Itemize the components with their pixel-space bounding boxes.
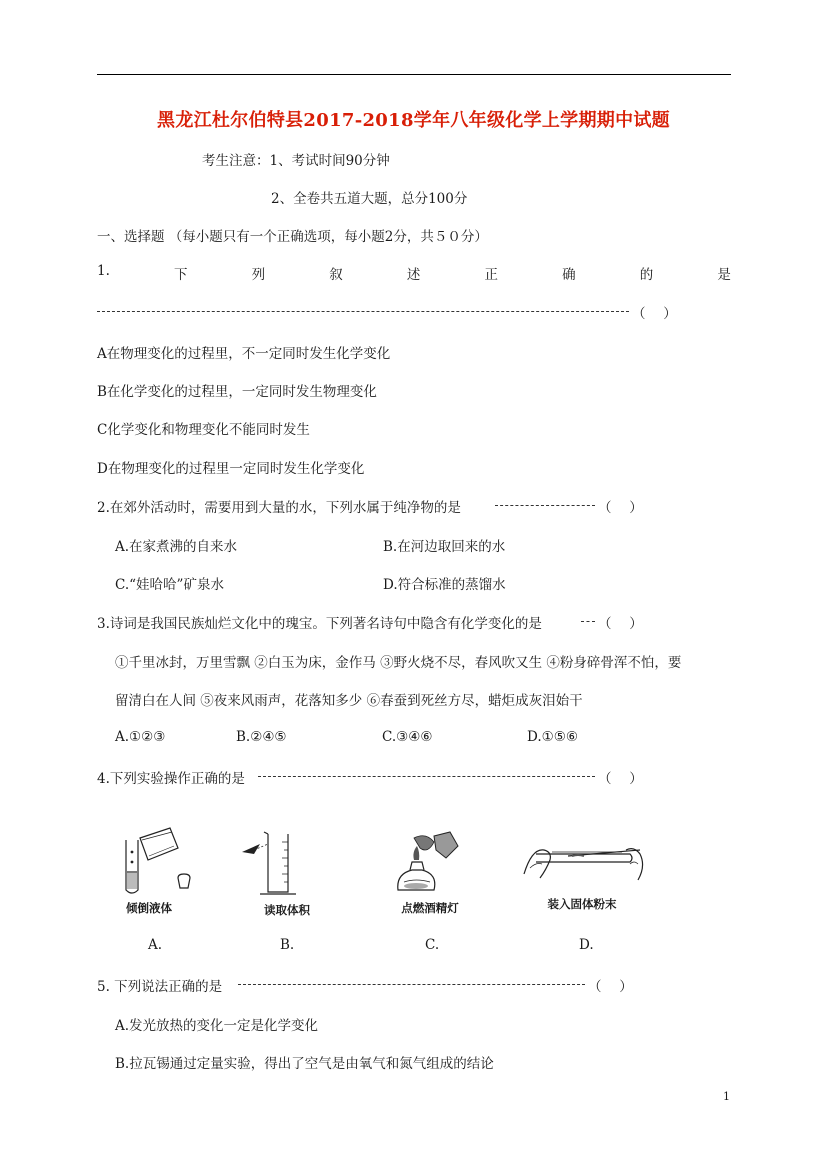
q4-option-d: D. <box>579 937 594 953</box>
q2-option-c: C.“娃哈哈”矿泉水 <box>115 577 224 593</box>
q2-option-d: D.符合标准的蒸馏水 <box>383 577 506 593</box>
figure-caption-b: 读取体积 <box>264 903 310 917</box>
q3-stem: 3.诗词是我国民族灿烂文化中的瑰宝。下列著名诗句中隐含有化学变化的是 <box>97 616 542 632</box>
solid-powder-figure <box>522 834 646 888</box>
q5-option-a: A.发光放热的变化一定是化学变化 <box>115 1018 319 1034</box>
header-rule <box>97 74 731 75</box>
q2-stem: 2.在郊外活动时，需要用到大量的水，下列水属于纯净物的是 <box>97 500 461 516</box>
q1-stem-char: 是 <box>717 267 731 283</box>
q5-answer-dashes <box>238 984 585 985</box>
q3-option-d: D.①⑤⑥ <box>527 729 578 745</box>
figure-caption-c: 点燃酒精灯 <box>401 901 459 915</box>
q5-stem: 5. 下列说法正确的是 <box>97 979 223 995</box>
q1-stem-char: 正 <box>484 267 499 283</box>
q1-stem <box>97 263 731 283</box>
q1-stem-char: 的 <box>639 267 654 283</box>
alcohol-lamp-figure <box>390 828 470 898</box>
figure-caption-a: 倾倒液体 <box>126 901 172 915</box>
section-heading: 一、选择题 （每小题只有一个正确选项，每小题2分，共５０分） <box>97 229 488 245</box>
notice-line-2: 2、全卷共五道大题，总分100分 <box>271 191 468 207</box>
page-number: 1 <box>723 1090 730 1103</box>
q1-option-b: B在化学变化的过程里，一定同时发生物理变化 <box>97 384 377 400</box>
q1-stem-char: 叙 <box>329 267 343 283</box>
q4-option-c: C. <box>425 937 440 953</box>
exam-title: 黑龙江杜尔伯特县2017-2018学年八年级化学上学期期中试题 <box>157 110 670 131</box>
q5-option-b: B.拉瓦锡通过定量实验，得出了空气是由氧气和氮气组成的结论 <box>115 1056 494 1072</box>
q3-option-b: B.②④⑤ <box>236 729 287 745</box>
q3-poem-line-1: ①千里冰封，万里雪飘 ②白玉为床，金作马 ③野火烧不尽，春风吹又生 ④粉身碎骨浑不怕，要 <box>115 655 682 671</box>
q1-option-c: C化学变化和物理变化不能同时发生 <box>97 422 310 438</box>
q3-answer-paren: （ ） <box>598 616 643 632</box>
reading-volume-figure <box>238 830 308 898</box>
q2-answer-dashes <box>495 505 595 506</box>
q4-answer-paren: （ ） <box>598 771 643 787</box>
q4-answer-dashes <box>258 776 595 777</box>
notice-line-1: 考生注意：1、考试时间90分钟 <box>202 153 390 169</box>
q5-answer-paren: （ ） <box>588 979 633 995</box>
q3-answer-dashes <box>581 621 595 622</box>
q2-answer-paren: （ ） <box>598 500 643 516</box>
q1-stem-char: 下 <box>174 267 188 283</box>
q1-stem-char: 确 <box>562 267 576 283</box>
q1-answer-paren: （ ） <box>632 306 677 322</box>
q4-stem: 4.下列实验操作正确的是 <box>97 771 245 787</box>
q1-stem-char: 述 <box>406 267 421 283</box>
q4-option-b: B. <box>280 937 295 953</box>
q4-option-a: A. <box>148 937 163 953</box>
q2-option-b: B.在河边取回来的水 <box>383 539 506 555</box>
q1-option-a: A在物理变化的过程里，不一定同时发生化学变化 <box>97 346 391 362</box>
q3-option-c: C.③④⑥ <box>382 729 433 745</box>
q3-poem-line-2: 留清白在人间 ⑤夜来风雨声，花落知多少 ⑥春蚕到死丝方尽，蜡炬成灰泪始干 <box>115 693 583 709</box>
q1-option-d: D在物理变化的过程里一定同时发生化学变化 <box>97 461 365 477</box>
pouring-liquid-figure <box>118 824 196 898</box>
q1-stem-char: 1. <box>97 263 110 279</box>
q3-option-a: A.①②③ <box>115 729 166 745</box>
q2-option-a: A.在家煮沸的自来水 <box>115 539 238 555</box>
q1-answer-dashes <box>97 311 629 312</box>
q1-stem-char: 列 <box>251 267 266 283</box>
figure-caption-d: 装入固体粉末 <box>547 897 617 911</box>
